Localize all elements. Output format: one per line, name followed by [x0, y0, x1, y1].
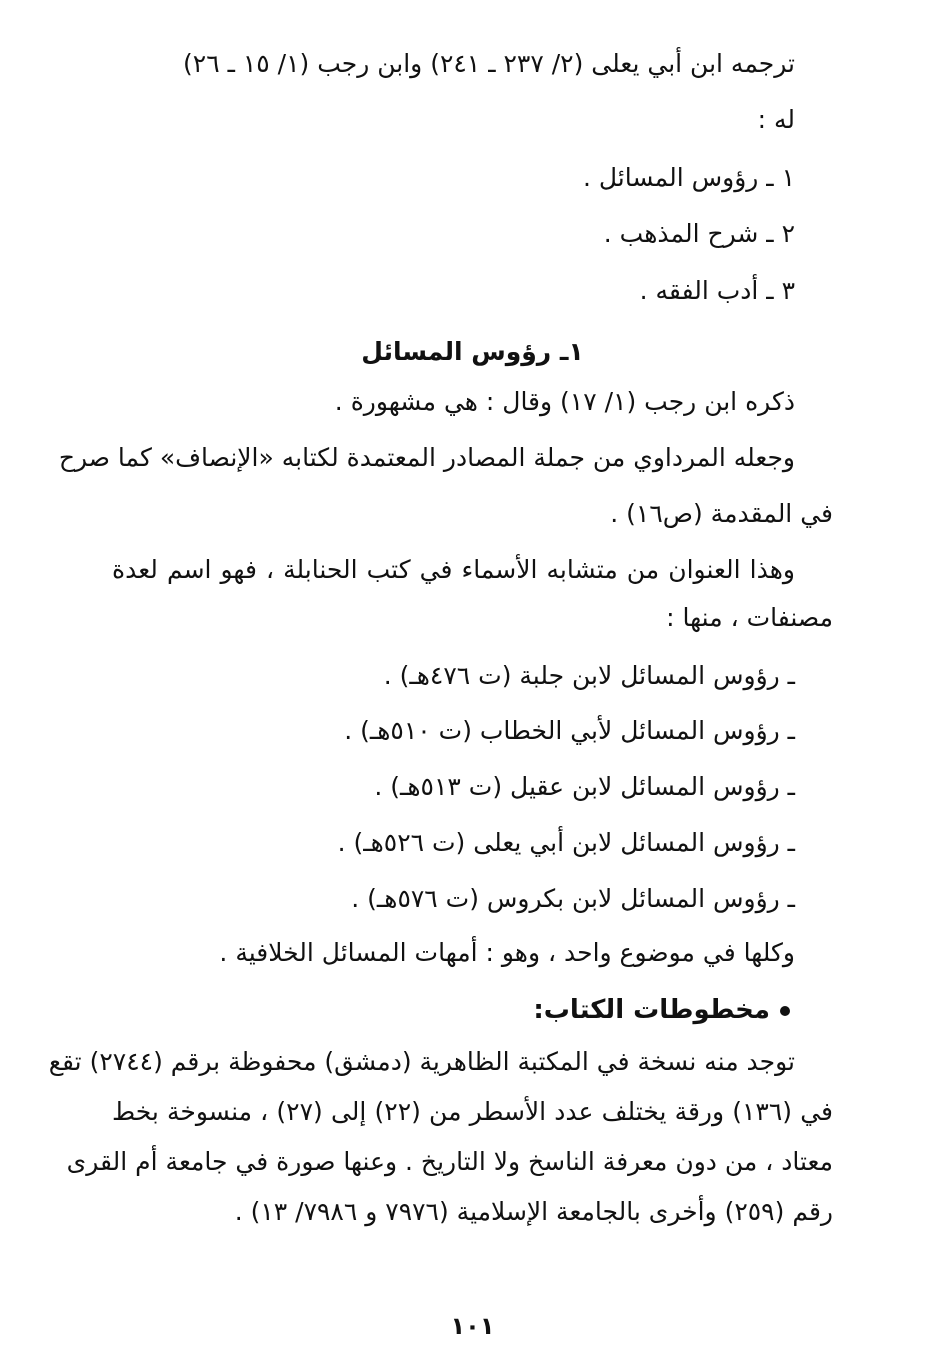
manuscripts-line-1: توجد منه نسخة في المكتبة الظاهرية (دمشق) محفوظة برقم (٢٧٤٤) تقع [48, 1047, 795, 1076]
page-number: ١٠١ [450, 1312, 495, 1340]
list-item: ـ رؤوس المسائل لابن بكروس (ت ٥٧٦هـ) . [351, 884, 795, 913]
manuscripts-heading-text: مخطوطات الكتاب: [533, 995, 770, 1025]
work-item-1: ١ ـ رؤوس المسائل . [582, 163, 795, 192]
list-item: ـ رؤوس المسائل لابن عقيل (ت ٥١٣هـ) . [374, 772, 795, 801]
paragraph-4: وكلها في موضوع واحد ، وهو : أمهات المسائل الخلافية . [219, 938, 795, 967]
biography-reference-line: ترجمه ابن أبي يعلى (٢/ ٢٣٧ ـ ٢٤١) وابن رجب (١/ ١٥ ـ ٢٦) [183, 49, 795, 78]
list-item: ـ رؤوس المسائل لابن أبي يعلى (ت ٥٢٦هـ) . [337, 828, 795, 857]
section-heading-rous-al-masail: ١ـ رؤوس المسائل [361, 337, 584, 366]
bullet-icon [780, 1006, 790, 1016]
manuscripts-line-4: رقم (٢٥٩) وأخرى بالجامعة الإسلامية (٧٩٧٦ و ٧٩٨٦/ ١٣) . [234, 1197, 833, 1226]
list-item: ـ رؤوس المسائل لابن جلبة (ت ٤٧٦هـ) . [383, 661, 795, 690]
manuscripts-line-2: في (١٣٦) ورقة يختلف عدد الأسطر من (٢٢) إلى (٢٧) ، منسوخة بخط [112, 1097, 834, 1126]
work-item-3: ٣ ـ أدب الفقه . [639, 276, 795, 305]
paragraph-3-line-1: وهذا العنوان من متشابه الأسماء في كتب الحنابلة ، فهو اسم لعدة [112, 555, 795, 584]
paragraph-2-line-2: في المقدمة (ص١٦) . [610, 499, 833, 528]
paragraph-1: ذكره ابن رجب (١/ ١٧) وقال : هي مشهورة . [334, 387, 795, 416]
work-item-2: ٢ ـ شرح المذهب . [603, 219, 795, 248]
list-item: ـ رؤوس المسائل لأبي الخطاب (ت ٥١٠هـ) . [344, 716, 795, 745]
works-intro-line: له : [757, 105, 795, 134]
paragraph-3-line-2: مصنفات ، منها : [666, 603, 833, 632]
manuscripts-line-3: معتاد ، من دون معرفة الناسخ ولا التاريخ . وعنها صورة في جامعة أم القرى [66, 1147, 833, 1176]
paragraph-2-line-1: وجعله المرداوي من جملة المصادر المعتمدة لكتابه «الإنصاف» كما صرح [58, 443, 795, 472]
manuscripts-heading [533, 990, 790, 1030]
